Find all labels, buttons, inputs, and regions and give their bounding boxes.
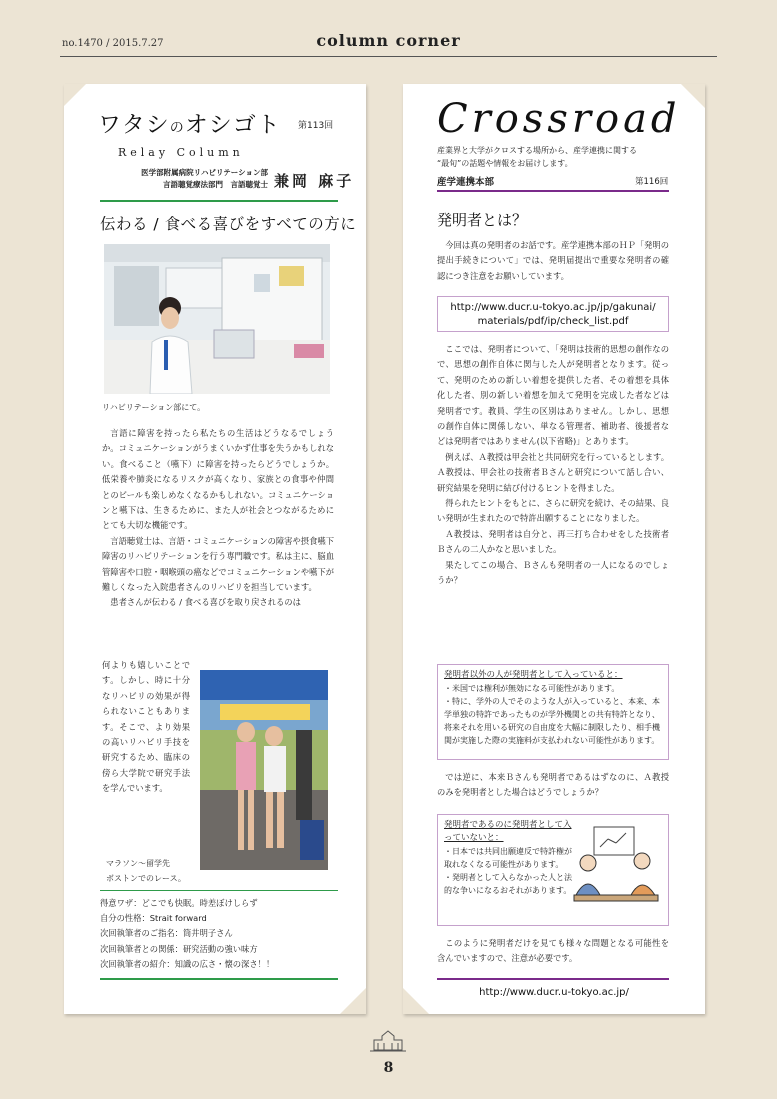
relay-para3-cont: 何よりも嬉しいことです。しかし、時に十分なリハビリの効果が得られないこともあります。そこで、より効果の高いリハビリ手技を研究するため、臨床の傍ら大学院で研究手法を学んでいます。 bbox=[102, 660, 190, 794]
photo-boston-marathon bbox=[200, 670, 328, 870]
crossroad-heading: 発明者とは？ bbox=[437, 211, 528, 229]
bottom-divider bbox=[437, 978, 669, 980]
crossroad-closing: このように発明者だけを見ても様々な問題となる可能性を含んでいますので、注意が必要です。 bbox=[437, 938, 669, 964]
title-divider bbox=[437, 190, 669, 192]
note-box-missing-inventor bbox=[437, 814, 669, 926]
header-divider bbox=[60, 56, 717, 57]
title-divider bbox=[100, 200, 338, 202]
note-box-missing-inventor-text: 発明者であるのに発明者として入っていないと： ・日本では共同出願違反で特許権が取れなくなる可能性があります。 ・発明者として入らなかった人と法的な争いになるおそれがあります。 bbox=[444, 820, 572, 895]
crossroad-intro: 今回は真の発明者のお話です。産学連携本部のＨＰ「発明の提出手続きについて」では、発明届提出で重要な発明者の確認につき注意をお願いしています。 bbox=[437, 240, 669, 281]
relay-para1: 言語に障害を持ったら私たちの生活はどうなるでしょうか。コミュニケーションがうまくいかず仕事を失うかもしれない。食べること（嚥下）に障害を持ったらどうでしょうか。低栄養や肺炎になるリスクが高くなり、家族との食事や仲間とのビールも楽しめなくなるかもしれない。コミュニケーションと嚥下は、生きるために、また人が社会とつながるためにとても大切な機能です。 bbox=[102, 428, 334, 531]
note-box-extra-inventor: 発明者以外の人が発明者として入っていると： ・米国では権利が無効になる可能性があります。 ・特に、学外の人でそのような人が入っていると、本来、本学単独の特許であったものが学外機関との共有特許となり、将来それを用いる研究の自由度を大幅に制限したり、相手機関が実施した際の実施料が支払われない可能性があります。 bbox=[437, 664, 669, 760]
crossroad-para6-block bbox=[437, 770, 669, 801]
section-title: column corner bbox=[316, 31, 461, 50]
crossroad-closing-block bbox=[437, 936, 669, 967]
relay-para3: 患者さんが伝わる / 食べる喜びを取り戻されるのは bbox=[110, 597, 301, 608]
crossroad-issue-number: 第116回 bbox=[635, 177, 669, 187]
relay-issue-number: 第113回 bbox=[298, 121, 334, 131]
relay-body bbox=[102, 426, 334, 611]
issue-number: no.1470 / 2015.7.27 bbox=[62, 38, 164, 49]
crossroad-subtitle: 産業界と大学がクロスする場所から、産学連携に関する “最旬”の話題や情報をお届けします。 bbox=[437, 146, 637, 168]
relay-title: ワタシのオシゴト bbox=[98, 112, 281, 138]
bottom-divider bbox=[100, 978, 338, 980]
crossroad-para5: 果たしてこの場合、Ｂさんも発明者の一人になるのでしょうか？ bbox=[437, 559, 669, 586]
page-number: 8 bbox=[383, 1060, 394, 1076]
relay-body-narrow bbox=[102, 658, 190, 797]
author-department: 医学部附属病院リハビリテーション部 言語聴覚療法部門 言語聴覚士 bbox=[141, 168, 268, 189]
checklist-link[interactable]: http://www.ducr.u-tokyo.ac.jp/jp/gakunai/ materials/pdf/ip/check_list.pdf bbox=[437, 296, 669, 332]
author-profile: 得意ワザ：どこでも快眠。時差ぼけしらず 自分の性格：Strait forward 次回執筆者のご指名：筒井明子さん 次回執筆者との関係：研究活動の強い味方 次回執筆者の紹介：知識の広さ・懐の深さ！！ bbox=[100, 898, 275, 969]
crossroad-para2: 例えば、Ａ教授は甲会社と共同研究を行っているとします。Ａ教授は、甲会社の技術者Ｂさんと研究について話し合い、研究結果を発明に結び付けるヒントを得ました。 bbox=[437, 451, 669, 493]
profile-divider bbox=[100, 890, 338, 891]
crossroad-department: 産学連携本部 bbox=[437, 177, 495, 188]
article-heading: 伝わる / 食べる喜びをすべての方に bbox=[100, 215, 357, 233]
relay-column-panel bbox=[64, 84, 366, 1014]
footer-link[interactable]: http://www.ducr.u-tokyo.ac.jp/ bbox=[479, 987, 629, 998]
author-name: 兼岡 麻子 bbox=[274, 172, 355, 190]
auditorium-logo-icon bbox=[370, 1030, 406, 1052]
crossroad-title: Crossroad bbox=[437, 96, 681, 142]
corner-fold-top-right bbox=[681, 84, 705, 108]
crossroad-para4: Ａ教授は、発明者は自分と、再三打ち合わせをした技術者Ｂさんの二人かなと思いました。 bbox=[437, 528, 669, 555]
relay-para2: 言語聴覚士は、言語・コミュニケーションの障害や摂食嚥下障害のリハビリテーションを行う専門職です。私は主に、脳血管障害や口腔・咽喉頭の癌などでコミュニケーションや嚥下が難しくなった入院患者さんのリハビリを担当しています。 bbox=[102, 535, 334, 593]
meeting-illustration bbox=[570, 825, 662, 911]
photo2-caption: マラソン〜留学先 ボストンでのレース。 bbox=[106, 859, 186, 883]
photo1-caption: リハビリテーション部にて。 bbox=[102, 403, 206, 412]
crossroad-para3: 得られたヒントをもとに、さらに研究を続け、その結果、良い発明が生まれたので特許出願することになりました。 bbox=[437, 498, 669, 524]
relay-subtitle: Relay Column bbox=[118, 146, 244, 159]
corner-fold-bottom-right bbox=[340, 988, 366, 1014]
crossroad-para1: ここでは、発明者について、「発明は技術的思想の創作なので、思想の創作自体に関与した人が発明者となります。従って、発明のための新しい着想を提供した者、その着想を具体化した者、別の新しい着想を加えて発明を完成した者などは発明者です。教員、学生の区別はありません。しかし、思想の創作自体に関係しない、単なる管理者、補助者、後援者などは発明者ではありません(以下省略)」とあります。 bbox=[437, 344, 669, 447]
corner-fold-top-left bbox=[64, 84, 86, 106]
crossroad-para6: では逆に、本来Ｂさんも発明者であるはずなのに、Ａ教授のみを発明者とした場合はどうでしょうか？ bbox=[437, 772, 669, 798]
photo-rehab-department bbox=[104, 244, 330, 394]
crossroad-body bbox=[437, 342, 669, 589]
crossroad-panel bbox=[403, 84, 705, 1014]
